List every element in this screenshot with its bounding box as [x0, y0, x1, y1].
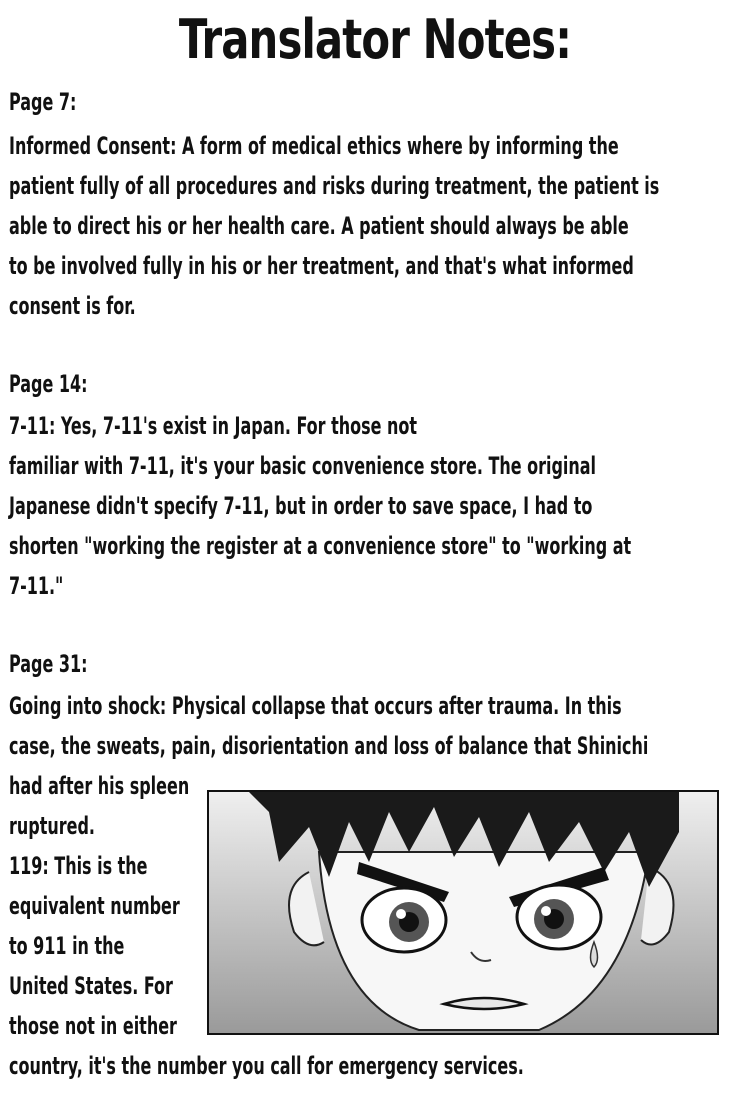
note-page-heading: Page 14:: [9, 370, 88, 398]
note-text-line: country, it's the number you call for emergency services.: [9, 1052, 524, 1080]
note-text-line: those not in either: [9, 1012, 177, 1040]
note-text-line: case, the sweats, pain, disorientation and loss of balance that Shinichi: [9, 732, 649, 760]
note-text-line: consent is for.: [9, 292, 136, 320]
note-page-heading: Page 7:: [9, 88, 77, 116]
note-text-line: Going into shock: Physical collapse that occurs after trauma. In this: [9, 692, 622, 720]
note-text-line: had after his spleen: [9, 772, 190, 800]
note-text-line: equivalent number: [9, 892, 180, 920]
manga-panel-illustration: [207, 790, 719, 1035]
note-page-heading: Page 31:: [9, 650, 88, 678]
note-text-line: 119: This is the: [9, 852, 148, 880]
note-text-line: familiar with 7-11, it's your basic convenience store. The original: [9, 452, 597, 480]
note-text-line: United States. For: [9, 972, 173, 1000]
note-text-line: Informed Consent: A form of medical ethics where by informing the: [9, 132, 619, 160]
page-title: Translator Notes:: [178, 8, 572, 71]
note-text-line: able to direct his or her health care. A patient should always be able: [9, 212, 629, 240]
boy-face-drawing: [209, 792, 717, 1033]
note-text-line: to be involved fully in his or her treatment, and that's what informed: [9, 252, 634, 280]
note-text-line: to 911 in the: [9, 932, 125, 960]
note-text-line: ruptured.: [9, 812, 95, 840]
note-text-line: 7-11.": [9, 572, 64, 600]
note-text-line: Japanese didn't specify 7-11, but in order to save space, I had to: [9, 492, 593, 520]
note-text-line: patient fully of all procedures and risks during treatment, the patient is: [9, 172, 660, 200]
note-text-line: 7-11: Yes, 7-11's exist in Japan. For those not: [9, 412, 418, 440]
note-text-line: shorten "working the register at a convenience store" to "working at: [9, 532, 632, 560]
